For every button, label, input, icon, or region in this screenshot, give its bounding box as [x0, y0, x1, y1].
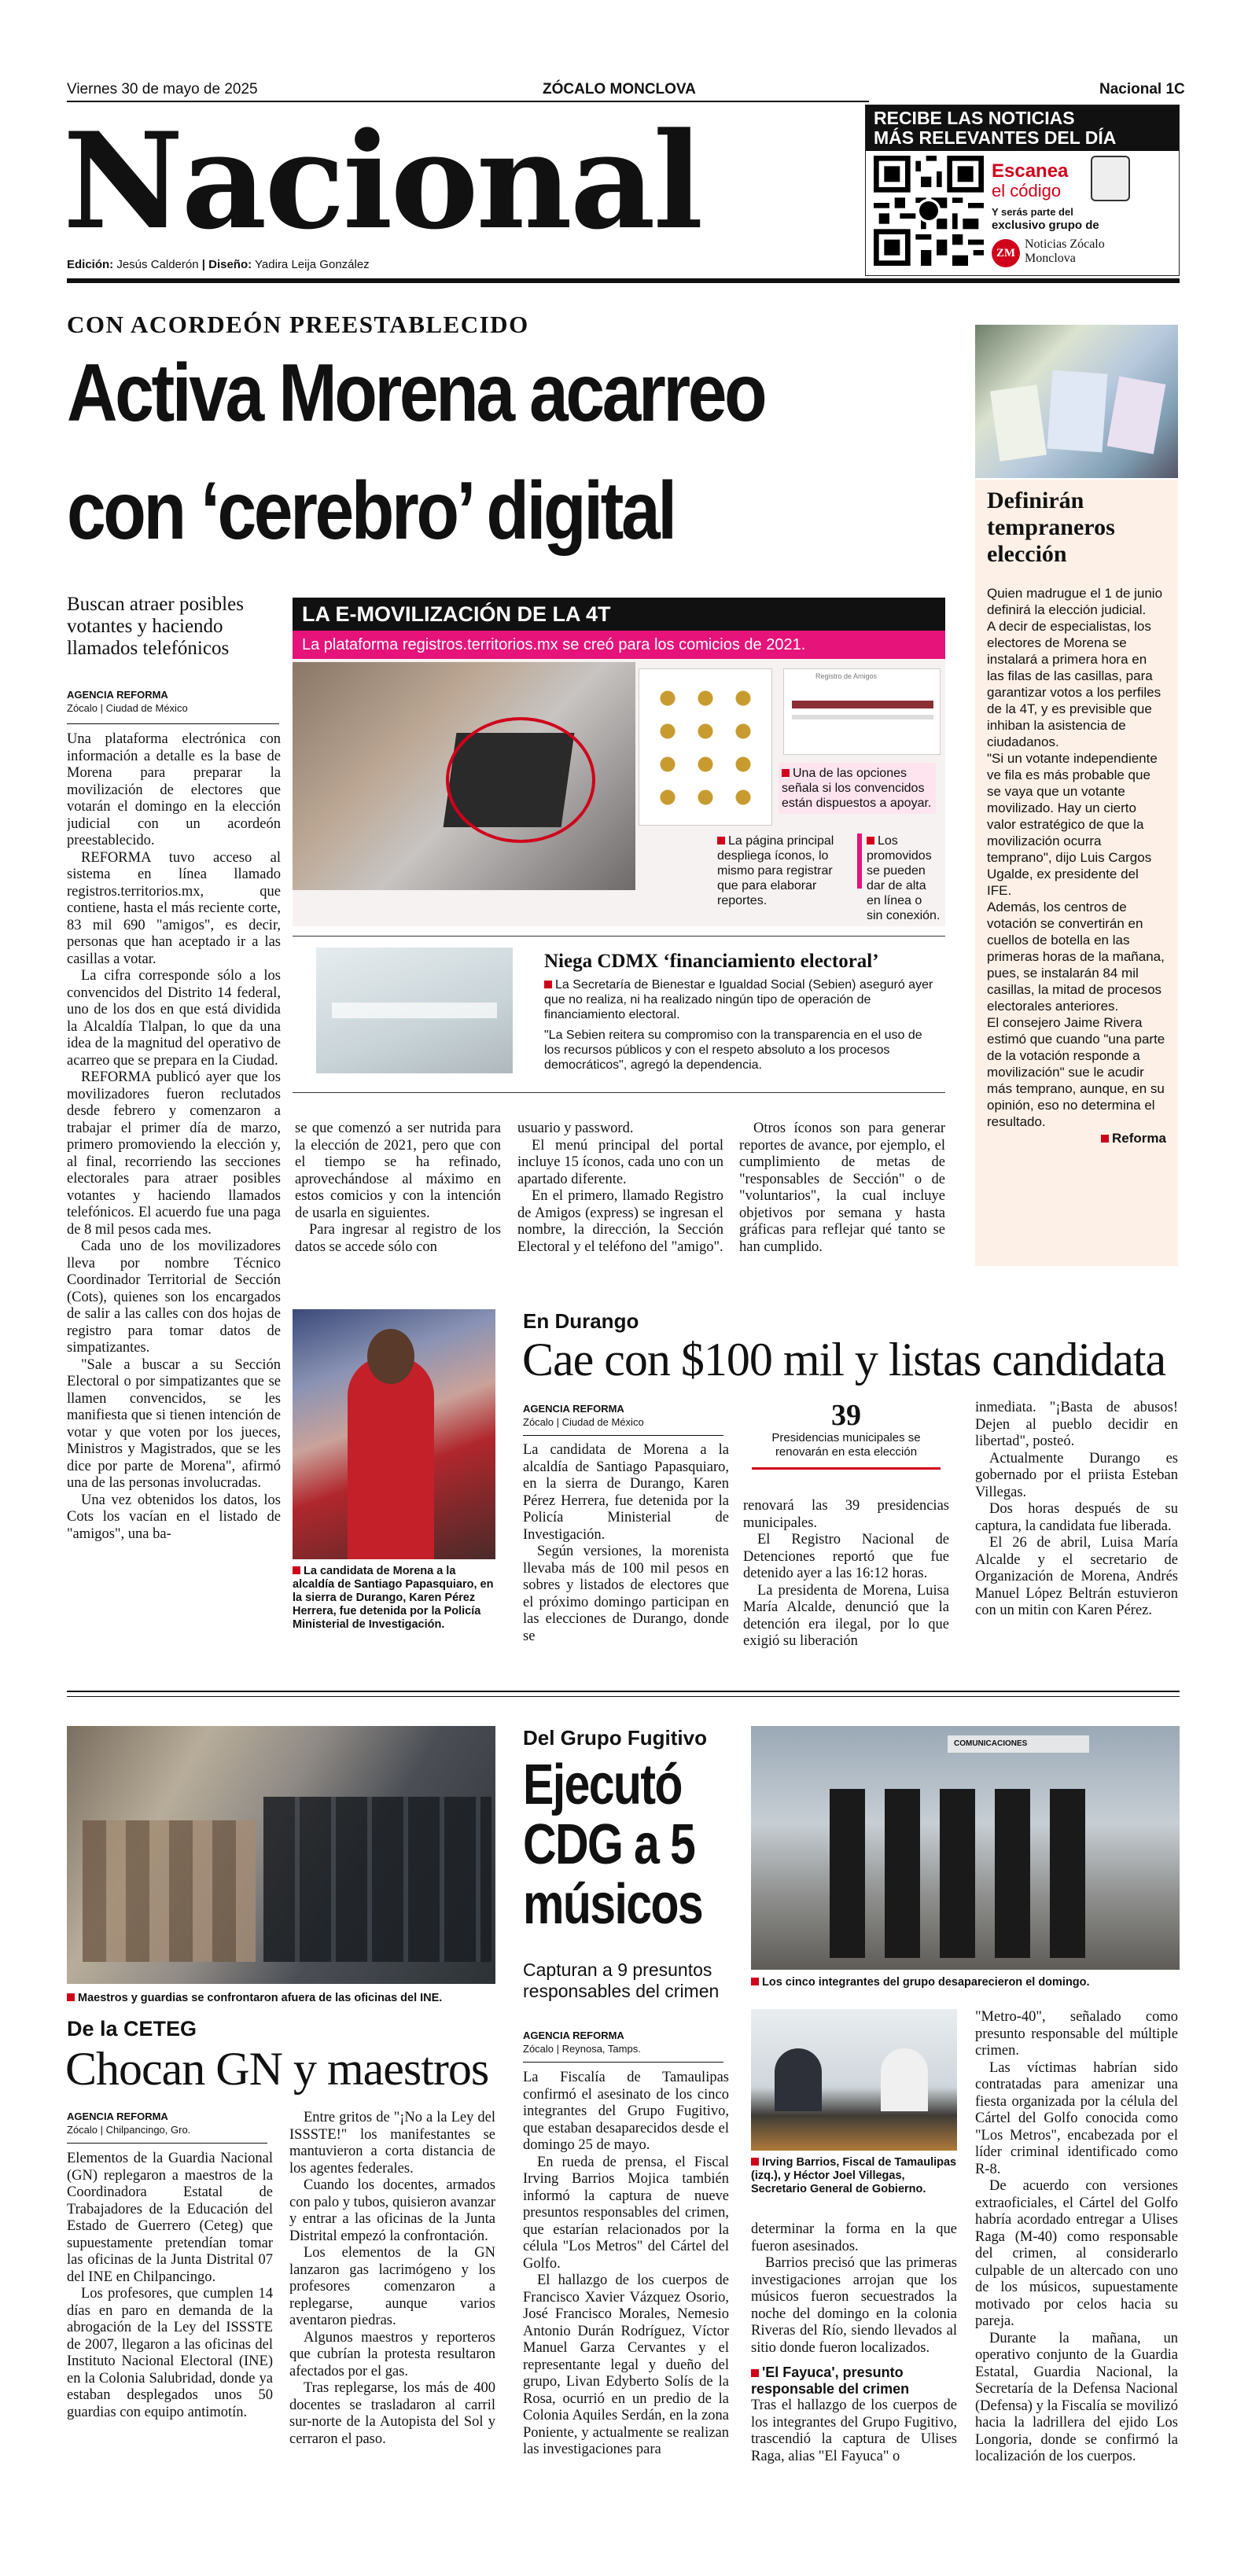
fugitivo-col-1: [523, 2070, 729, 2459]
header-rule: [67, 101, 869, 102]
ceteg-caption-marker: [67, 1993, 75, 2001]
fugitivo-col1-p3: El hallazgo de los cuerpos de Francisco Xavier Vázquez Osorio, José Francisco Morales, Nemesio Antonio Durán Rodríguez, Víctor Manuel Garza Cervantes y el representante legal y dueño del grupo, Livan Edyberto Solís de la Rosa, ocurrió en un predio de la Colonia Aquiles Serdán, en la zona Poniente, y actualmente se realizan las investigaciones para: [523, 2272, 729, 2457]
main-col1-p4: REFORMA publicó ayer que los movilizadores fueron reclutados desde febrero y comenzaron a trabajar el primer día de marzo, primero promoviendo la elección y, al final, recorriendo las secciones electorales para atraer posibles votantes y haciendo llamados telefónicos. El acuerdo fue una paga de 8 mil pesos cada mes.: [67, 1069, 281, 1238]
header-paper: ZÓCALO MONCLOVA: [543, 81, 696, 98]
promo-line2: MÁS RELEVANTES DEL DÍA: [874, 127, 1117, 148]
durango-col2-p3: La presidenta de Morena, Luisa María Alcalde, denunció que la detención era ilegal, por lo que exigió su liberación: [743, 1582, 949, 1649]
durango-agency: AGENCIA REFORMA: [523, 1403, 624, 1415]
note2-marker: [782, 769, 790, 777]
registro-bar: [792, 701, 933, 708]
fugitivo-col3-p3: De acuerdo con versiones extraoficiales, el Cártel del Golfo habría acordado entregar a Ulises Raga (M-40) como responsable del crimen, al considerarlo culpable de un altercado con uno de los músicos, supuestamente motivado por celos hacia su pareja.: [975, 2178, 1178, 2329]
durango-col-2: [743, 1498, 949, 1650]
check-stripe: [332, 1003, 497, 1018]
fugitivo-col2-p3: Tras el hallazgo de los cuerpos de los integrantes del Grupo Fugitivo, trascendió la captura de Ulises Raga, alias "El Fayuca" o: [751, 2398, 957, 2464]
note3-marker: [867, 837, 874, 845]
press-caption-marker: [751, 2158, 759, 2166]
durango-col2-p2: El Registro Nacional de Detenciones reportó que fue detenido ayer a las 16:12 horas.: [743, 1532, 949, 1581]
credits: [67, 258, 370, 271]
promo-sub2: exclusivo grupo de: [992, 219, 1099, 232]
main-col1-p6: "Sale a buscar a su Sección Electoral o por simpatizantes que se llamen convencidos, se les manifiesta que si tienen intención de votar y que voten por los jueces, Ministros y Magistrados, que se les dice por parte de Morena", afirmó una de las personas involucradas.: [67, 1356, 281, 1491]
note1-marker: [717, 837, 725, 845]
fugitivo-col-3: [975, 2009, 1178, 2466]
fugitivo-col2-p2: Barrios precisó que las primeras investigaciones arrojan que los músicos fueron secuestrados la noche del domingo en la colonia Riveras del Río, siendo llevados al sitio donde fueron localizados.: [751, 2255, 957, 2356]
candidata-photo: [293, 1309, 495, 1559]
main-agency: AGENCIA REFORMA: [67, 689, 168, 701]
durango-byline-rule: [523, 1435, 723, 1436]
icons-screen: [639, 668, 772, 826]
durango-col3-p1: inmediata. "¡Basta de abusos! Dejen al pueblo decidir en libertad", posteó.: [975, 1400, 1178, 1449]
phone-icon: [1091, 156, 1130, 201]
durango-col3-p4: El 26 de abril, Luisa María Alcalde y el secretario de Organización de Morena, Andrés Manuel López Beltrán estuvieron con un mitin con Karen Pérez.: [975, 1535, 1178, 1618]
ceteg-headline: Chocan GN y maestros: [65, 2043, 489, 2095]
ballots-photo: [975, 325, 1178, 478]
candidata-figure: [348, 1356, 434, 1559]
musicians-group: [830, 1789, 1089, 1958]
fugitivo-col3-p2: Las víctimas habrían sido contratadas para amenizar una fiesta organizada por la célula del Cártel del Golfo conocida como "Los Metros", encabezada por el líder criminal identificado como R-8.: [975, 2059, 1178, 2177]
fugitivo-kicker: Del Grupo Fugitivo: [523, 1726, 707, 1750]
main-col-1: [67, 731, 281, 1612]
fugitivo-col1-p1: La Fiscalía de Tamaulipas confirmó el asesinato de los cinco integrantes del Grupo Fugitivo, que estaban desaparecidos desde el domingo 25 de mayo.: [523, 2070, 729, 2153]
main-col-3: [517, 1121, 723, 1256]
sidebar-body: [987, 585, 1166, 1146]
comm-banner: [948, 1735, 1089, 1753]
main-byline-rule: [67, 723, 279, 724]
ceteg-photo: [67, 1726, 495, 1984]
durango-col3-p3: Dos horas después de su captura, la candidata fue liberada.: [975, 1501, 1178, 1534]
main-location: Zócalo | Ciudad de México: [67, 702, 188, 714]
graphic-title: LA E-MOVILIZACIÓN DE LA 4T: [293, 598, 945, 631]
durango-location: Zócalo | Ciudad de México: [523, 1416, 644, 1428]
icons-grid: [649, 682, 764, 815]
main-col1-p7: Una vez obtenidos los datos, los Cots los vacían en el listado de "amigos", una ba-: [67, 1492, 281, 1542]
fugitivo-col1-p2: En rueda de prensa, el Fiscal Irving Barrios Mojica también informó la captura de nueve presuntos responsables del crimen, que estarían relacionados por la célula "Los Metros" del Cártel del Golfo.: [523, 2154, 729, 2272]
laptop-photo: [293, 662, 635, 890]
fugitivo-col-2: [751, 2221, 957, 2465]
ceteg-col-2: [289, 2110, 495, 2448]
registro-screen: [783, 668, 941, 755]
sidebar-p1: Quien madrugue el 1 de junio definirá la elección judicial.: [987, 586, 1163, 617]
ceteg-col1-p1: Elementos de la Guardia Nacional (GN) replegaron a maestros de la Coordinadora Estatal de Trabajadores de la Educación del Estado de Guerrero (Ceteg) que supuestamente pretendían tomar las oficinas de la Junta Distrital 07 del INE en Chilpancingo.: [67, 2151, 273, 2285]
graphic-note-3: [867, 834, 941, 923]
durango-kicker: En Durango: [523, 1309, 639, 1333]
promo-sub: Y serás parte del: [992, 206, 1073, 218]
promo-brand2: Monclova: [1025, 252, 1076, 265]
main-col4-p1: Otros íconos son para generar reportes de avance, por ejemplo, el cumplimiento de metas de "responsables de Sección" o de "voluntarios", la cual incluye objetivos por semana y hasta gráficas para reflejar qué tanto se han cumplido.: [739, 1121, 945, 1255]
definiran-sidebar: [975, 480, 1178, 1266]
registro-label: Registro de Amigos: [815, 672, 878, 680]
main-col1-p1: Una plataforma electrónica con información a detalle es la base de Morena para preparar la movilización de electores que votarán el domingo en la elección judicial con un acordeón preestablecido.: [67, 731, 281, 848]
fugitivo-subhead-text: 'El Fayuca', presunto responsable del crimen: [751, 2364, 910, 2397]
stat-underline: [752, 1467, 941, 1470]
fugitivo-headline: Ejecutó CDG a 5 músicos: [523, 1754, 703, 1936]
durango-byline: [523, 1402, 727, 1429]
sidebar-p5: El consejero Jaime Rivera estimó que cuando "una parte de la votación responde a movilización" sue le acudir más temprano, aunque, en su opinión, eso no determina el resultado.: [987, 1015, 1165, 1129]
durango-col1-p1: La candidata de Morena a la alcaldía de Santiago Papasquiaro, en la sierra de Durango, Karen Pérez Herrera, fue detenida por la Policía Ministerial de Investigación.: [523, 1442, 729, 1543]
ceteg-col2-p4: Algunos maestros y reporteros que cubrían la protesta resultaron afectados por el gas.: [289, 2329, 495, 2379]
musicians-photo: [751, 1726, 1180, 1970]
niega-cdmx-box: [293, 936, 945, 1093]
fugitivo-col3-p1: "Metro-40", señalado como presunto responsable del múltiple crimen.: [975, 2009, 1178, 2059]
graphic-note1-text: La página principal despliega íconos, lo mismo para registrar que para elaborar reportes.: [717, 834, 834, 907]
niega-marker: [544, 981, 552, 988]
main-col2-p2: Para ingresar al registro de los datos se accede sólo con: [295, 1222, 501, 1255]
source-marker: [1101, 1135, 1109, 1143]
ceteg-caption: [67, 1992, 495, 2005]
fugitivo-deck: Capturan a 9 presuntos responsables del crimen: [523, 1960, 720, 2001]
sidebar-p4: Además, los centros de votación se convertirán en cuellos de botella en las primeras horas de la mañana, pues, se instalarán 84 mil casillas, la mitad de procesos electorales anteriores.: [987, 900, 1165, 1014]
press-conference-photo: [751, 2009, 957, 2151]
credits-design-label: | Diseño:: [201, 258, 252, 271]
durango-col-1: [523, 1442, 729, 1645]
fugitivo-location: Zócalo | Reynosa, Tamps.: [523, 2043, 641, 2055]
main-col1-p3: La cifra corresponde sólo a los convencidos del Distrito 14 federal, uno de los dos en que está dividida la Alcaldía Tlalpan, lo que da una idea de la magnitud del operativo de acarreo que se prepara en la Ciudad.: [67, 968, 281, 1069]
zm-logo: ZM: [992, 239, 1020, 267]
promo-code: el código: [992, 181, 1062, 201]
fugitivo-col3-p4: Durante la mañana, un operativo conjunto de la Guardia Estatal, Guardia Nacional, la Secretaría de la Defensa Nacional (Defensa) y la Fiscalía se movilizó hacia la ladrillera del ejido Los Longoria, donde se confirmó la localización de los cuerpos.: [975, 2330, 1178, 2464]
press-caption: [751, 2156, 957, 2196]
main-col3-p1: usuario y password.: [517, 1121, 634, 1136]
check-photo: [316, 948, 513, 1073]
ballot-3: [1107, 376, 1166, 454]
ceteg-col2-p5: Tras replegarse, los más de 400 docentes se trasladaron al carril sur-norte de la Autopista del Sol y cerraron el paso.: [289, 2380, 495, 2447]
ceteg-location: Zócalo | Chilpancingo, Gro.: [67, 2124, 191, 2136]
main-col3-p2: El menú principal del portal incluye 15 íconos, cada uno con un apartado diferente.: [517, 1137, 723, 1187]
ceteg-col2-p1: Entre gritos de "¡No a la Ley del ISSSTE!" los manifestantes se mantuvieron a corta distancia de los agentes federales.: [289, 2110, 495, 2177]
sidebar-p3: "Si un votante independiente ve fila es más probable que se vaya que un votante movilizado. Hay un cierto valor estratégico de que la movilización ocurra temprano", dijo Luis Cargos Ugalde, ex presidente del IFE.: [987, 751, 1158, 898]
stat-number: 39: [831, 1399, 861, 1432]
graphic-note-2: [779, 763, 936, 814]
niega-p1: [544, 977, 933, 1022]
stat-text: Presidencias municipales se renovarán en esta elección: [771, 1431, 921, 1459]
sidebar-source-text: Reforma: [1112, 1131, 1166, 1146]
candidata-head: [367, 1329, 414, 1384]
main-byline: [67, 688, 279, 715]
fugitivo-byline: [523, 2029, 727, 2055]
graphic-note-1: [717, 834, 855, 908]
header-page: Nacional 1C: [1099, 81, 1185, 98]
musicians-caption: [751, 1976, 1180, 1989]
credits-edition: Jesús Calderón: [116, 258, 199, 271]
durango-col-3: [975, 1400, 1178, 1620]
ceteg-col1-p2: Los profesores, que cumplen 14 días en paro en demanda de la abrogación de la Ley del ISSSTE de 2007, llegaron a las oficinas del Instituto Nacional Electoral (INE) en la Colonia Salubridad, donde ya estaban desplegados unos 50 guardias con equipo antimotín.: [67, 2286, 273, 2420]
main-headline-1: Activa Morena acarreo: [67, 348, 765, 439]
durango-col3-p2: Actualmente Durango es gobernado por el priista Esteban Villegas.: [975, 1450, 1178, 1500]
fugitivo-subhead: [751, 2364, 957, 2398]
section-divider-1: [67, 1691, 1180, 1692]
fugitivo-subhead-marker: [751, 2369, 759, 2377]
main-deck: Buscan atraer posibles votantes y haciendo llamados telefónicos: [67, 594, 244, 659]
main-col-4: [739, 1121, 945, 1256]
main-col-2: [295, 1121, 501, 1256]
promo-box[interactable]: [865, 105, 1180, 276]
main-col1-p5: Cada uno de los movilizadores lleva por nombre Técnico Coordinador Territorial de Sección (Cots), quienes son los encargados de salir a las calles con dos hojas de registro para tomar datos de simpatizantes.: [67, 1238, 281, 1356]
comm-banner-text: COMUNICACIONES: [954, 1739, 1028, 1748]
fugitivo-byline-rule: [523, 2062, 723, 2063]
candidata-caption-marker: [293, 1566, 300, 1574]
header-date: Viernes 30 de mayo de 2025: [67, 81, 258, 98]
main-kicker: CON ACORDEÓN PREESTABLECIDO: [67, 311, 529, 338]
graphic-note3-text: Los promovidos se pueden dar de alta en línea o sin conexión.: [867, 834, 941, 922]
main-col2-p1: se que comenzó a ser nutrida para la elección de 2021, pero que con el tiempo se ha refinado, aprovechándose al máximo en estos comicios y con la intención de usarla en siguientes.: [295, 1121, 501, 1221]
sidebar-source: [987, 1130, 1166, 1146]
ceteg-agency: AGENCIA REFORMA: [67, 2110, 168, 2122]
ballot-2: [1047, 370, 1108, 453]
ceteg-kicker: De la CETEG: [67, 2017, 197, 2041]
niega-p1-text: La Secretaría de Bienestar e Igualdad Social (Sebien) aseguró ayer que no realiza, ni ha realizado ningún tipo de operación de financiamiento electoral.: [544, 978, 933, 1021]
registro-bar-2: [792, 715, 933, 719]
qr-code-icon[interactable]: [874, 156, 984, 266]
ceteg-col2-p2: Cuando los docentes, armados con palo y tubos, quisieron avanzar y entrar a las oficinas de la Junta Distrital empezó la confrontación.: [289, 2177, 496, 2244]
credits-design: Yadira Leija González: [255, 258, 370, 271]
e-movilizacion-graphic: [293, 598, 945, 926]
musicians-caption-text: Los cinco integrantes del grupo desaparecieron el domingo.: [762, 1976, 1090, 1989]
speaker-2: [881, 2048, 928, 2111]
promo-brand1: Noticias Zócalo: [1025, 237, 1105, 251]
press-caption-text: Irving Barrios, Fiscal de Tamaulipas (izq.), y Héctor Joel Villegas, Secretario General de Gobierno.: [751, 2156, 957, 2195]
ceteg-byline: [67, 2110, 271, 2136]
promo-scan: Escanea: [992, 160, 1069, 182]
ceteg-caption-text: Maestros y guardias se confrontaron afuera de las oficinas del INE.: [78, 1992, 443, 2004]
section-divider-2: [67, 1696, 1180, 1697]
main-headline-2: con ‘cerebro’ digital: [67, 466, 675, 557]
sidebar-title: Definirán tempraneros elección: [987, 488, 1115, 567]
durango-col1-p2: Según versiones, la morenista llevaba más de 100 mil pesos en sobres y listados de electores que el próximo domingo participan en las elecciones de Durango, donde se: [523, 1544, 729, 1644]
mobile-screen: [857, 834, 862, 889]
main-col3-p3: En el primero, llamado Registro de Amigos (express) se ingresan el nombre, la dirección, la Sección Electoral y el teléfono del "amigo".: [517, 1188, 723, 1255]
promo-header: [866, 105, 1179, 151]
candidata-caption: [293, 1565, 495, 1632]
masthead-bottom-rule: [67, 278, 1180, 283]
section-title: Nacional: [63, 103, 701, 259]
durango-col2-p1: renovará las 39 presidencias municipales.: [743, 1498, 949, 1531]
niega-title: Niega CDMX ‘financiamiento electoral’: [544, 951, 879, 972]
main-col1-p2: REFORMA tuvo acceso al sistema en línea llamado registros.territorios.mx, que contiene, hasta el más reciente corte, 83 mil 690 "amigos", es decir, personas que han aceptado ir a las casillas a votar.: [67, 849, 281, 967]
riot-shields: [263, 1797, 491, 1962]
promo-line1b: NOTICIAS: [988, 108, 1075, 128]
durango-stat: [743, 1400, 949, 1475]
sidebar-p2: A decir de especialistas, los electores de Morena se instalará a primera hora en las filas de las casillas, para garantizar votos a los perfiles de la 4T, y es previsible que inhiban la asistencia de ciudadanos.: [987, 619, 1161, 749]
graphic-note2-text: Una de las opciones señala si los convencidos están dispuestos a apoyar.: [782, 767, 932, 810]
candidata-caption-text: La candidata de Morena a la alcaldía de Santiago Papasquiaro, en la sierra de Durango, Karen Pérez Herrera, fue detenida por la Policía Ministerial de Investigación.: [293, 1565, 494, 1631]
promo-line1a: RECIBE LAS: [874, 108, 984, 128]
credits-edition-label: Edición:: [67, 258, 114, 271]
ceteg-col2-p3: Los elementos de la GN lanzaron gas lacrimógeno y los profesores comenzaron a replegarse, aunque varios aventaron piedras.: [289, 2245, 495, 2328]
ceteg-col-1: [67, 2151, 273, 2421]
highlight-circle: [446, 717, 595, 843]
niega-p2: "La Sebien reitera su compromiso con la transparencia en el uso de los recursos públicos y con el respeto absoluto a los procesos democráticos", agregó la dependencia.: [544, 1029, 922, 1072]
fugitivo-col2-p1: determinar la forma en la que fueron asesinados.: [751, 2221, 957, 2254]
protesters: [83, 1820, 256, 1962]
speaker-1: [775, 2048, 822, 2111]
fugitivo-agency: AGENCIA REFORMA: [523, 2030, 624, 2041]
durango-headline: Cae con $100 mil y listas candidata: [522, 1334, 1166, 1386]
musicians-caption-marker: [751, 1978, 759, 1985]
ballot-1: [990, 385, 1047, 461]
ceteg-byline-rule: [67, 2143, 267, 2144]
graphic-subtitle: La plataforma registros.territorios.mx se creó para los comicios de 2021.: [293, 631, 945, 659]
